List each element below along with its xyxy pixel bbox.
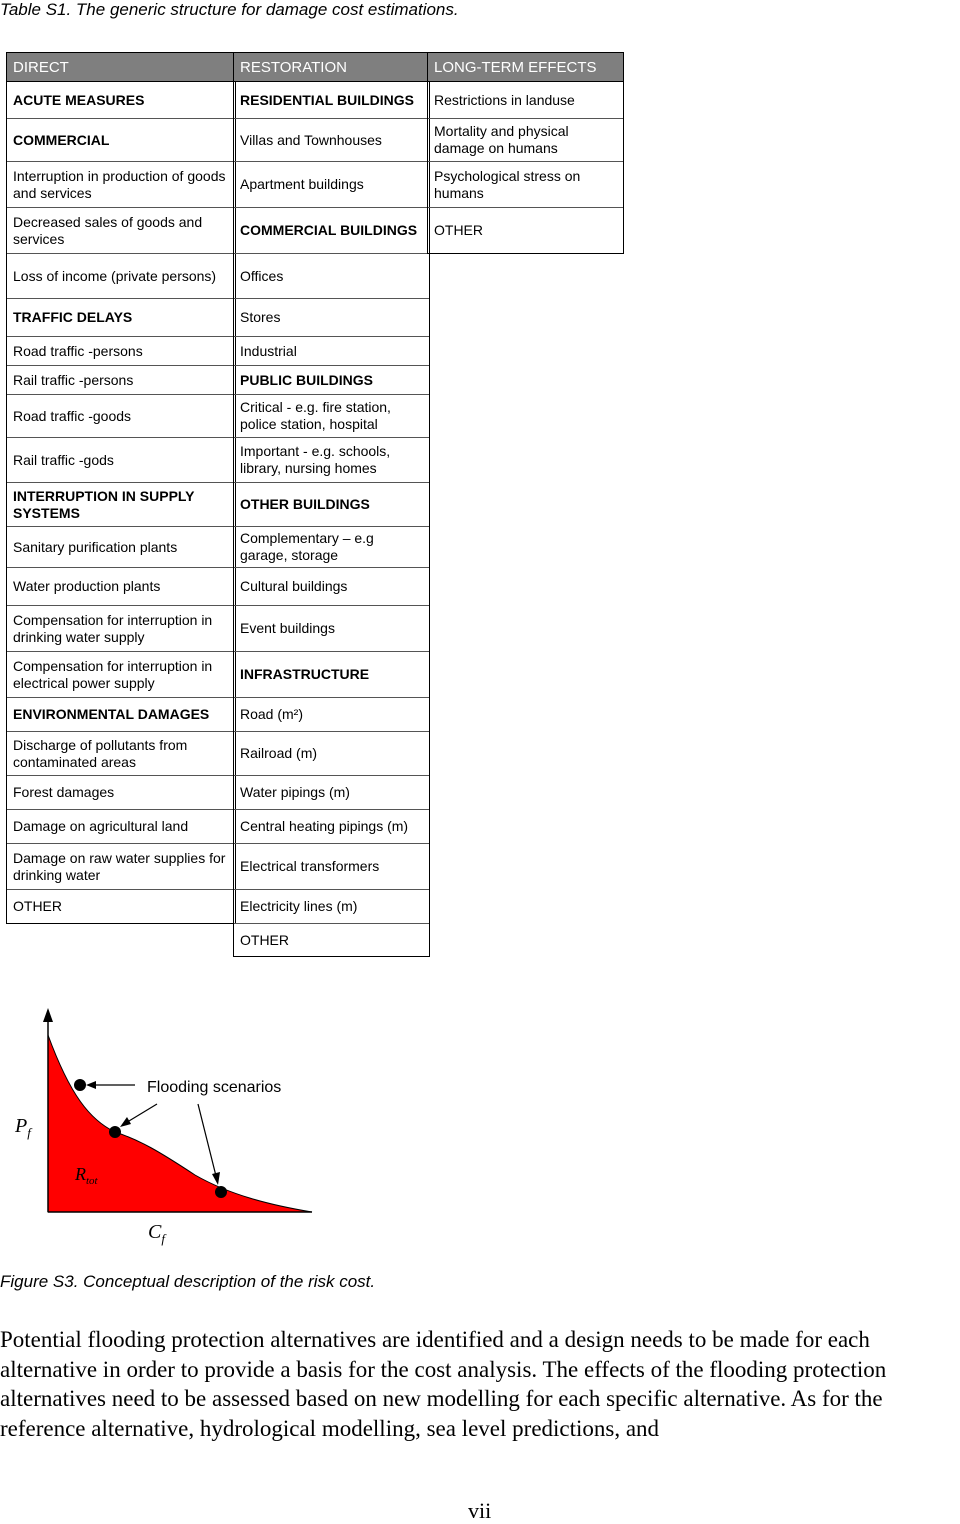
- annotation-arrowhead-1: [86, 1081, 96, 1089]
- y-axis-label: $P_f$: [15, 1115, 31, 1140]
- table-cell: COMMERCIAL: [7, 118, 235, 161]
- table-cell: Electricity lines (m): [234, 889, 429, 923]
- table-cell: PUBLIC BUILDINGS: [234, 365, 429, 394]
- table-cell: OTHER: [428, 207, 623, 253]
- table-cell: Railroad (m): [234, 731, 429, 775]
- scenario-point-1: [74, 1079, 86, 1091]
- table-column-long-term-effects: [427, 52, 624, 254]
- table-cell: ACUTE MEASURES: [7, 81, 235, 118]
- table-cell: OTHER: [7, 889, 235, 923]
- column-header-direct: DIRECT: [7, 52, 235, 81]
- annotation-arrowhead-2: [120, 1117, 131, 1127]
- table-cell: Restrictions in landuse: [428, 81, 623, 118]
- table-column-restoration: [233, 52, 430, 957]
- column-header-restoration: RESTORATION: [234, 52, 429, 81]
- figure-caption: Figure S3. Conceptual description of the risk cost.: [0, 1272, 376, 1291]
- column-header-long-term: LONG-TERM EFFECTS: [428, 52, 623, 81]
- area-label: $R_{tot}$: [75, 1164, 98, 1187]
- table-cell: Offices: [234, 253, 429, 298]
- table-cell: Road traffic -goods: [7, 394, 235, 437]
- table-cell: Important - e.g. schools, library, nursing homes: [234, 437, 429, 482]
- table-cell: ENVIRONMENTAL DAMAGES: [7, 697, 235, 731]
- table-cell: Sanitary purification plants: [7, 526, 235, 567]
- table-cell: Rail traffic -persons: [7, 365, 235, 394]
- scenario-point-3: [215, 1186, 227, 1198]
- table-cell: Mortality and physical damage on humans: [428, 118, 623, 161]
- table-cell: Electrical transformers: [234, 843, 429, 889]
- table-cell: RESIDENTIAL BUILDINGS: [234, 81, 429, 118]
- table-cell: Water production plants: [7, 567, 235, 605]
- table-cell: COMMERCIAL BUILDINGS: [234, 207, 429, 253]
- table-cell: Event buildings: [234, 605, 429, 651]
- table-cell: TRAFFIC DELAYS: [7, 298, 235, 336]
- table-cell: INTERRUPTION IN SUPPLY SYSTEMS: [7, 482, 235, 526]
- table-cell: INFRASTRUCTURE: [234, 651, 429, 697]
- annotation-arrowhead-3: [212, 1172, 220, 1185]
- table-cell: Psychological stress on humans: [428, 161, 623, 207]
- table-cell: Villas and Townhouses: [234, 118, 429, 161]
- table-cell: Interruption in production of goods and services: [7, 161, 235, 207]
- table-cell: Stores: [234, 298, 429, 336]
- table-cell: Critical - e.g. fire station, police station, hospital: [234, 394, 429, 437]
- scenario-point-2: [109, 1126, 121, 1138]
- table-cell: Road traffic -persons: [7, 336, 235, 365]
- table-cell: OTHER BUILDINGS: [234, 482, 429, 526]
- table-cell: Damage on raw water supplies for drinking water: [7, 843, 235, 889]
- annotation-arrow-3: [198, 1104, 217, 1180]
- table-cell: Water pipings (m): [234, 775, 429, 809]
- table-cell: Compensation for interruption in drinking water supply: [7, 605, 235, 651]
- y-axis-arrowhead: [43, 1008, 53, 1022]
- table-cell: Rail traffic -gods: [7, 437, 235, 482]
- table-cell: Central heating pipings (m): [234, 809, 429, 843]
- body-paragraph: Potential flooding protection alternatives are identified and a design needs to be made for each alternative in order to provide a basis for the cost analysis. The effects of the flooding protection alternatives need to be assessed based on new modelling for each specific alternative. As for the reference alternative, hydrological modelling, sea level predictions, and: [0, 1327, 887, 1441]
- table-cell: Damage on agricultural land: [7, 809, 235, 843]
- page-number: vii: [468, 1498, 492, 1523]
- risk-cost-figure: [0, 1000, 340, 1250]
- table-cell: Discharge of pollutants from contaminated areas: [7, 731, 235, 775]
- table-cell: Cultural buildings: [234, 567, 429, 605]
- table-cell: Compensation for interruption in electrical power supply: [7, 651, 235, 697]
- annotation-label: Flooding scenarios: [147, 1079, 282, 1096]
- table-cell: Complementary – e.g garage, storage: [234, 526, 429, 567]
- table-column-direct: [6, 52, 236, 924]
- table-cell: Industrial: [234, 336, 429, 365]
- table-cell: Forest damages: [7, 775, 235, 809]
- x-axis-label: $C_f$: [148, 1221, 165, 1246]
- table-cell: Loss of income (private persons): [7, 253, 235, 298]
- table-cell: OTHER: [234, 923, 429, 956]
- table-caption: Table S1. The generic structure for damage cost estimations.: [0, 0, 459, 19]
- table-cell: Road (m²): [234, 697, 429, 731]
- table-cell: Apartment buildings: [234, 161, 429, 207]
- table-cell: Decreased sales of goods and services: [7, 207, 235, 253]
